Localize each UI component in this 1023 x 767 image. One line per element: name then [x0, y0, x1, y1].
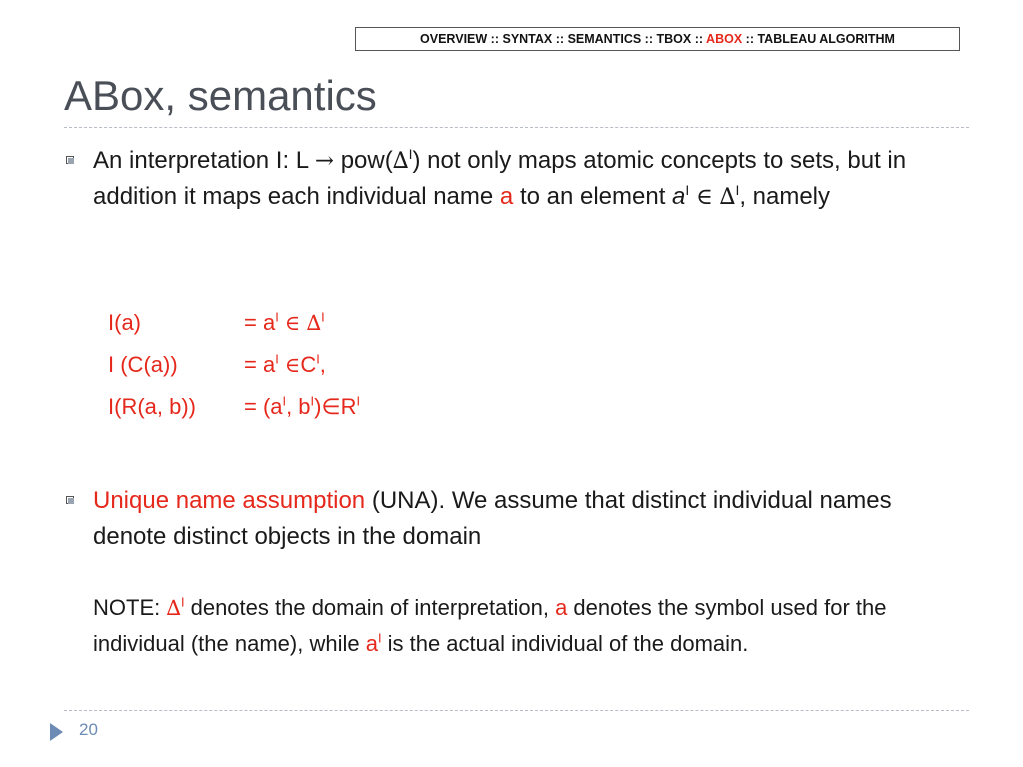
element-of-symbol: ∈ [695, 184, 713, 210]
nav-separator: :: [694, 32, 704, 46]
nav-separator: :: [745, 32, 754, 46]
square-bullet-icon [66, 156, 74, 164]
square-bullet-icon [66, 496, 74, 504]
page-number: 20 [79, 720, 98, 739]
una-term: Unique name assumption [93, 487, 366, 514]
right-arrow-symbol: → [314, 148, 335, 174]
nav-tbox[interactable]: TBOX [656, 32, 692, 46]
mapping-row-concept: I $(C(a)) = a^I$ $\in C^I$, [108, 351, 326, 377]
nav-semantics[interactable]: SEMANTICS [567, 32, 642, 46]
individual-name-a: a [499, 183, 514, 210]
triangle-right-icon [50, 723, 63, 741]
mapping-row-individual: $I(a) = a^I$ ∈ ∆$^I$ [108, 309, 325, 335]
nav-tableau-algorithm[interactable]: TABLEAU ALGORITHM [757, 32, 895, 46]
title-divider [64, 127, 969, 128]
bullet-interpretation: An interpretation I: L → pow(∆$^I$) not only maps atomic concepts to sets, but in addition it maps each individual name a to an element $a^I$ ∈ ∆$^I$, namely [93, 146, 907, 210]
nav-abox-active[interactable]: ABOX [706, 32, 743, 46]
nav-syntax[interactable]: SYNTAX [502, 32, 553, 46]
delta-symbol: ∆ [392, 148, 409, 174]
nav-separator: :: [644, 32, 653, 46]
section-breadcrumb [355, 27, 960, 51]
footer-divider [64, 710, 969, 711]
nav-separator: :: [490, 32, 499, 46]
bullet-unique-name-assumption: Unique name assumption (UNA). We assume that distinct individual names denote distinct objects in the domain [93, 487, 892, 550]
slide-title: ABox, semantics [64, 72, 377, 119]
nav-separator: :: [555, 32, 565, 46]
nav-overview[interactable]: OVERVIEW [420, 32, 488, 46]
mapping-row-role: I(R(a, $b)) = (a^I$, $b^I)\in R^I$ [108, 393, 361, 419]
delta-symbol: ∆ [166, 596, 181, 620]
note-paragraph: NOTE: ∆$^I$ denotes the domain of interpretation, a denotes the symbol used for the individual (the name), while $a^I$ is the actual individual of the domain. [93, 594, 887, 656]
